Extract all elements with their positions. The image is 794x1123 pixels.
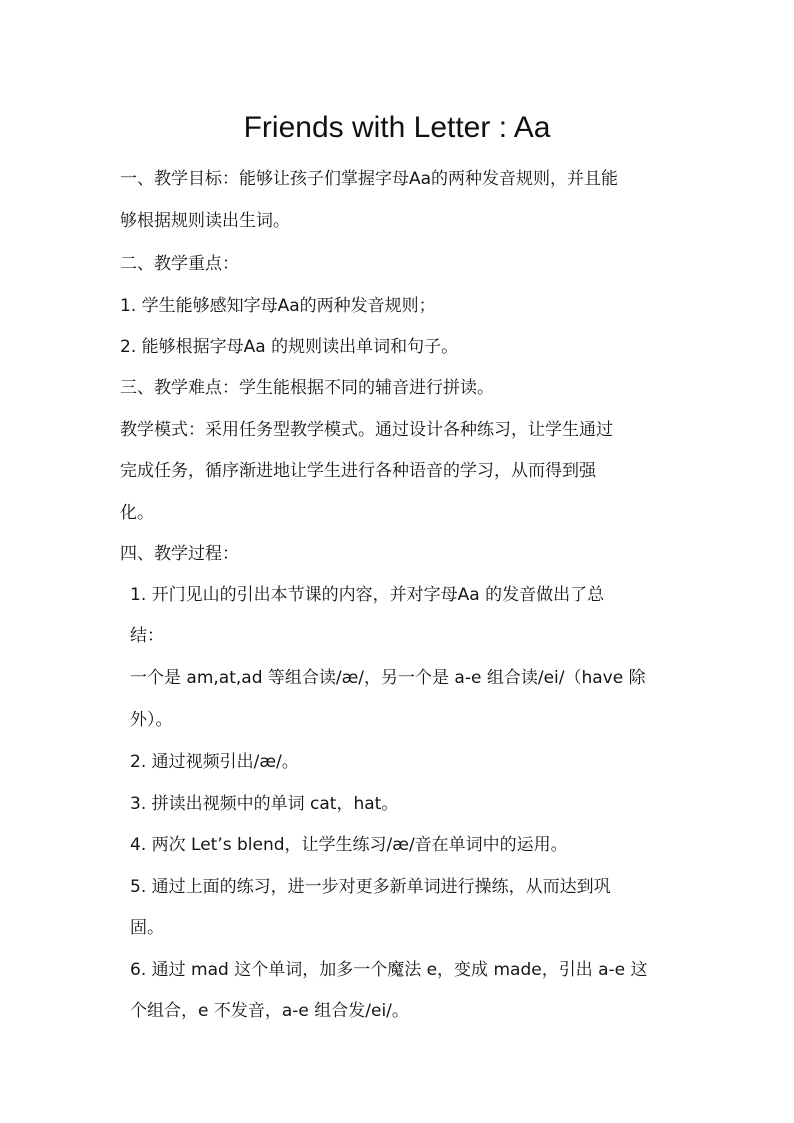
process-step-6-line-2: 个组合，e 不发音，a-e 组合发/ei/。: [130, 1001, 409, 1021]
process-step-1-line-1: 1. 开门见山的引出本节课的内容，并对字母Aa 的发音做出了总: [130, 585, 605, 605]
process-step-6-line-1: 6. 通过 mad 这个单词，加多一个魔法 e，变成 made，引出 a-e 这: [130, 960, 648, 980]
key-points-heading: 二、教学重点：: [120, 254, 239, 274]
process-step-1-line-2: 结：: [130, 626, 164, 646]
process-step-5-line-1: 5. 通过上面的练习，进一步对更多新单词进行操练，从而达到巩: [130, 877, 611, 897]
document-title: Friends with Letter : Aa: [243, 111, 551, 144]
process-step-5-line-2: 固。: [130, 918, 164, 938]
process-step-1-line-4: 外）。: [130, 710, 173, 730]
process-heading: 四、教学过程：: [120, 544, 239, 564]
process-step-1-line-3: 一个是 am,at,ad 等组合读/æ/，另一个是 a-e 组合读/ei/（have 除: [130, 668, 646, 688]
objective-line-1: 一、教学目标：能够让孩子们掌握字母Aa的两种发音规则，并且能: [120, 169, 619, 189]
teaching-mode-line-2: 完成任务，循序渐进地让学生进行各种语音的学习，从而得到强: [120, 461, 596, 481]
process-step-4: 4. 两次 Let’s blend，让学生练习/æ/音在单词中的运用。: [130, 835, 568, 855]
key-point-2: 2. 能够根据字母Aa 的规则读出单词和句子。: [120, 337, 459, 357]
teaching-mode-line-3: 化。: [120, 503, 154, 523]
teaching-mode-line-1: 教学模式：采用任务型教学模式。通过设计各种练习，让学生通过: [120, 420, 613, 440]
key-point-1: 1. 学生能够感知字母Aa的两种发音规则；: [120, 296, 436, 316]
difficulty-line: 三、教学难点：学生能根据不同的辅音进行拼读。: [120, 378, 494, 398]
objective-line-2: 够根据规则读出生词。: [120, 211, 290, 231]
process-step-3: 3. 拼读出视频中的单词 cat，hat。: [130, 794, 399, 814]
process-step-2: 2. 通过视频引出/æ/。: [130, 752, 299, 772]
